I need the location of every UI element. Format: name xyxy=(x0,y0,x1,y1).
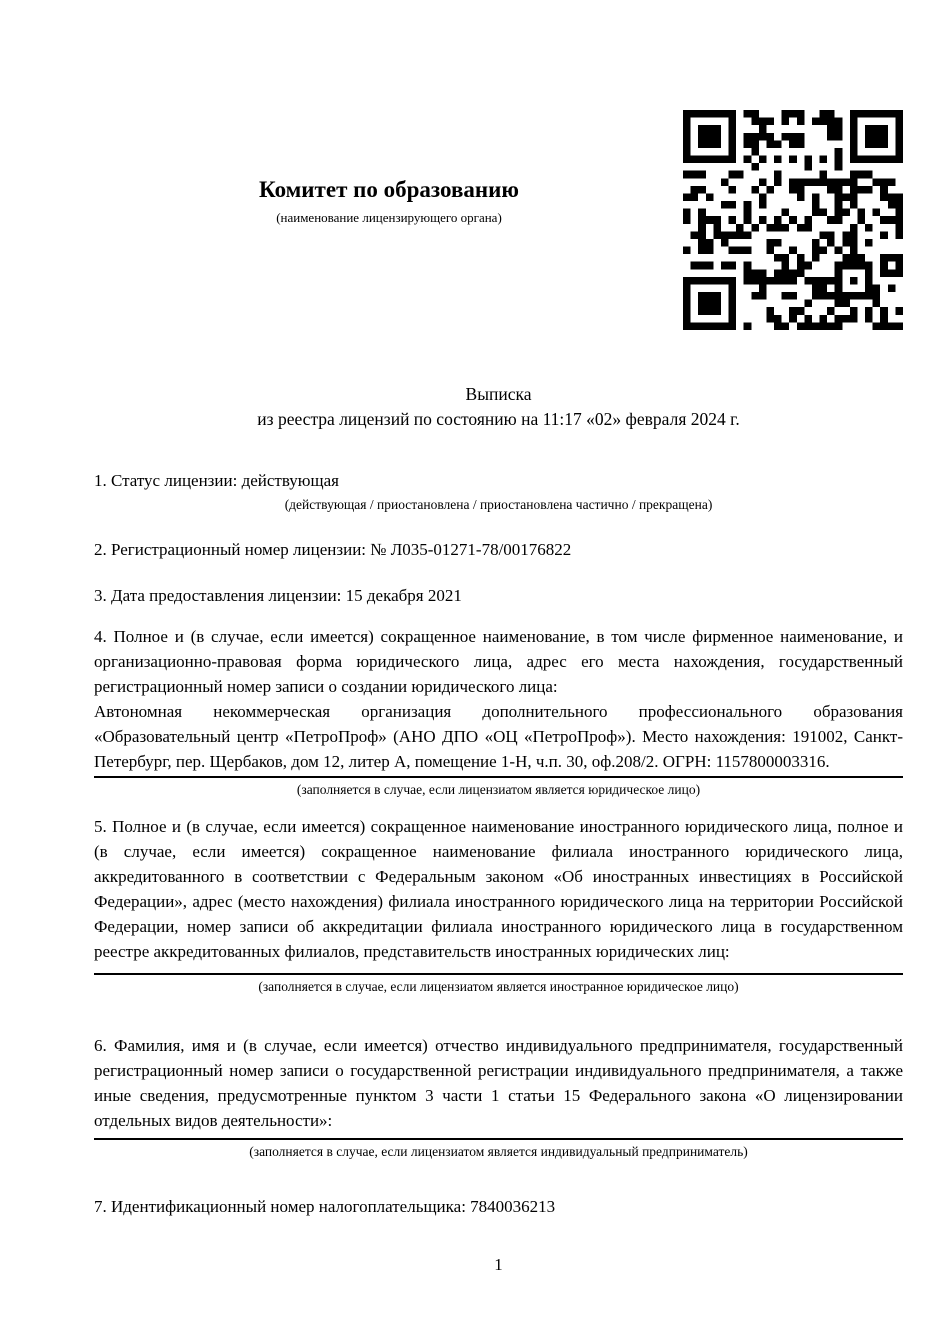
document-title-line2: из реестра лицензий по состоянию на 11:17 «02» февраля 2024 г. xyxy=(257,409,740,429)
document-title xyxy=(94,382,903,432)
item-text: 1. Статус лицензии: действующая xyxy=(94,471,339,490)
license-items-list xyxy=(94,468,903,1219)
page-number: 1 xyxy=(494,1255,503,1274)
license-item xyxy=(94,624,903,800)
license-item xyxy=(94,468,903,515)
licensing-authority-block xyxy=(94,176,684,226)
item-note: (заполняется в случае, если лицензиатом является индивидуальный предприниматель) xyxy=(249,1144,748,1159)
item-text: 6. Фамилия, имя и (в случае, если имеется) отчество индивидуального предпринимателя, государственный регистрационный номер записи о государственной регистрации индивидуального предпринимателя, а также иные сведения, предусмотренные пунктом 3 части 1 статьи 15 Федерального закона «О лицензировании отдельных видов деятельности»: xyxy=(94,1036,903,1130)
license-item xyxy=(94,1194,903,1219)
item-note: (заполняется в случае, если лицензиатом является иностранное юридическое лицо) xyxy=(258,979,739,994)
license-item xyxy=(94,814,903,997)
item-text: 5. Полное и (в случае, если имеется) сокращенное наименование иностранного юридического лица, полное и (в случае, если имеется) сокращенное наименование филиала иностранного юридического лица, аккредитованного в соответствии с Федеральным законом «Об иностранных инвестициях в Российской Федерации», адрес (место нахождения) филиала иностранного юридического лица на территории Российской Федерации, номер записи об аккредитации филиала иностранного юридического лица в государственном реестре аккредитованных филиалов, представительств иностранных юридических лиц: xyxy=(94,817,903,961)
item-text: 2. Регистрационный номер лицензии: № Л035-01271-78/00176822 xyxy=(94,540,572,559)
item-text: 7. Идентификационный номер налогоплательщика: 7840036213 xyxy=(94,1197,556,1216)
document-title-line1: Выписка xyxy=(465,384,532,404)
document-body xyxy=(94,382,903,1219)
item-text: 4. Полное и (в случае, если имеется) сокращенное наименование, в том числе фирменное наименование, и организационно-правовая форма юридического лица, адрес его места нахождения, государственный регистрационный номер записи о создании юридического лица: xyxy=(94,627,903,696)
item-note: (заполняется в случае, если лицензиатом является юридическое лицо) xyxy=(296,782,701,797)
license-item xyxy=(94,537,903,562)
licensing-authority-note: (наименование лицензирующего органа) xyxy=(276,210,502,225)
item-text: 3. Дата предоставления лицензии: 15 декабря 2021 xyxy=(94,586,462,605)
qr-code-icon xyxy=(683,110,903,330)
license-item xyxy=(94,1033,903,1162)
license-item xyxy=(94,583,903,608)
licensing-authority-name: Комитет по образованию xyxy=(259,177,519,202)
item-value: Автономная некоммерческая организация дополнительного профессионального образования «Образовательный центр «ПетроПроф» (АНО ДПО «ОЦ «ПетроПроф»). Место нахождения: 191002, Санкт-Петербург, пер. Щербаков, дом 12, литер А, помещение 1-Н, ч.п. 30, оф.208/2. ОГРН: 1157800003316. xyxy=(94,702,903,771)
item-note: (действующая / приостановлена / приостановлена частично / прекращена) xyxy=(284,497,713,512)
